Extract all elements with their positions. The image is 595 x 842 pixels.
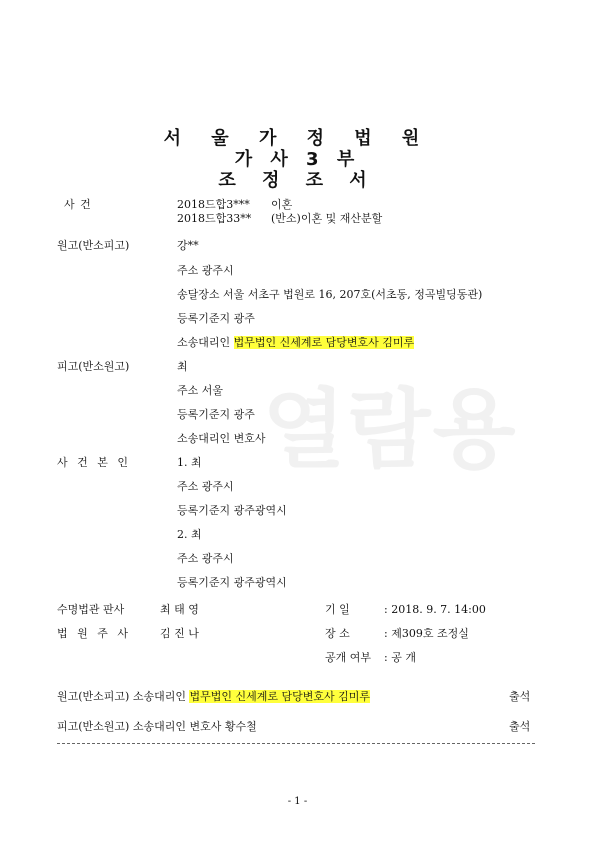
public-label: 공개 여부 — [325, 651, 372, 664]
principal1-name: 1. 최 — [177, 456, 202, 469]
defendant-registry: 등록기준지 광주 — [177, 408, 255, 421]
plaintiff-agent-value: 법무법인 신세계로 담당변호사 김미루 — [233, 336, 415, 349]
place-label: 장 소 — [325, 627, 350, 640]
principal1-registry: 등록기준지 광주광역시 — [177, 504, 287, 517]
case2-number: 2018드합33** — [177, 212, 252, 225]
case-label: 사 건 — [64, 198, 92, 211]
principal2-registry: 등록기준지 광주광역시 — [177, 576, 287, 589]
clerk-name: 김 진 나 — [160, 627, 199, 640]
case1-number: 2018드합3*** — [177, 198, 250, 211]
public-value: : 공 개 — [384, 651, 416, 664]
defendant-address: 주소 서울 — [177, 384, 224, 397]
defendant-name: 최 — [177, 360, 188, 373]
attendance-plaintiff-status: 출석 — [509, 690, 531, 703]
court-title: 서 울 가 정 법 원 — [163, 128, 432, 149]
plaintiff-registry: 등록기준지 광주 — [177, 312, 255, 325]
plaintiff-label: 원고(반소피고) — [57, 239, 130, 252]
plaintiff-agent-label: 소송대리인 — [177, 336, 231, 349]
document-type-title: 조 정 조 서 — [218, 170, 377, 191]
dashed-divider — [57, 743, 535, 744]
principal1-address: 주소 광주시 — [177, 480, 234, 493]
attendance-plaintiff-agent: 법무법인 신세계로 담당변호사 김미루 — [189, 690, 370, 703]
page-number: - 1 - — [287, 796, 308, 807]
plaintiff-service-address: 송달장소 서울 서초구 법원로 16, 207호(서초동, 정곡빌딩동관) — [177, 288, 483, 301]
attendance-row-defendant: 피고(반소원고) 소송대리인 변호사 황수철 — [57, 720, 257, 733]
defendant-label: 피고(반소원고) — [57, 360, 130, 373]
judge-name: 최 태 영 — [160, 603, 199, 616]
date-label: 기 일 — [325, 603, 350, 616]
principals-label: 사 건 본 인 — [57, 456, 131, 469]
case1-name: 이혼 — [271, 198, 293, 211]
defendant-agent: 소송대리인 변호사 — [177, 432, 266, 445]
judge-label: 수명법관 판사 — [57, 603, 125, 616]
plaintiff-name: 강** — [177, 239, 199, 252]
attendance-defendant-status: 출석 — [509, 720, 531, 733]
place-value: : 제309호 조정실 — [384, 627, 469, 640]
clerk-label: 법 원 주 사 — [57, 627, 131, 640]
case2-name: (반소)이혼 및 재산분할 — [271, 212, 383, 225]
attendance-row-plaintiff — [57, 690, 370, 704]
principal2-address: 주소 광주시 — [177, 552, 234, 565]
division-title: 가 사 3 부 — [234, 149, 361, 170]
plaintiff-agent — [177, 336, 414, 350]
watermark: 열람용 — [262, 380, 518, 480]
attendance-plaintiff-prefix: 원고(반소피고) 소송대리인 — [57, 690, 186, 703]
date-value: : 2018. 9. 7. 14:00 — [384, 603, 486, 616]
principal2-name: 2. 최 — [177, 528, 202, 541]
plaintiff-address: 주소 광주시 — [177, 264, 234, 277]
